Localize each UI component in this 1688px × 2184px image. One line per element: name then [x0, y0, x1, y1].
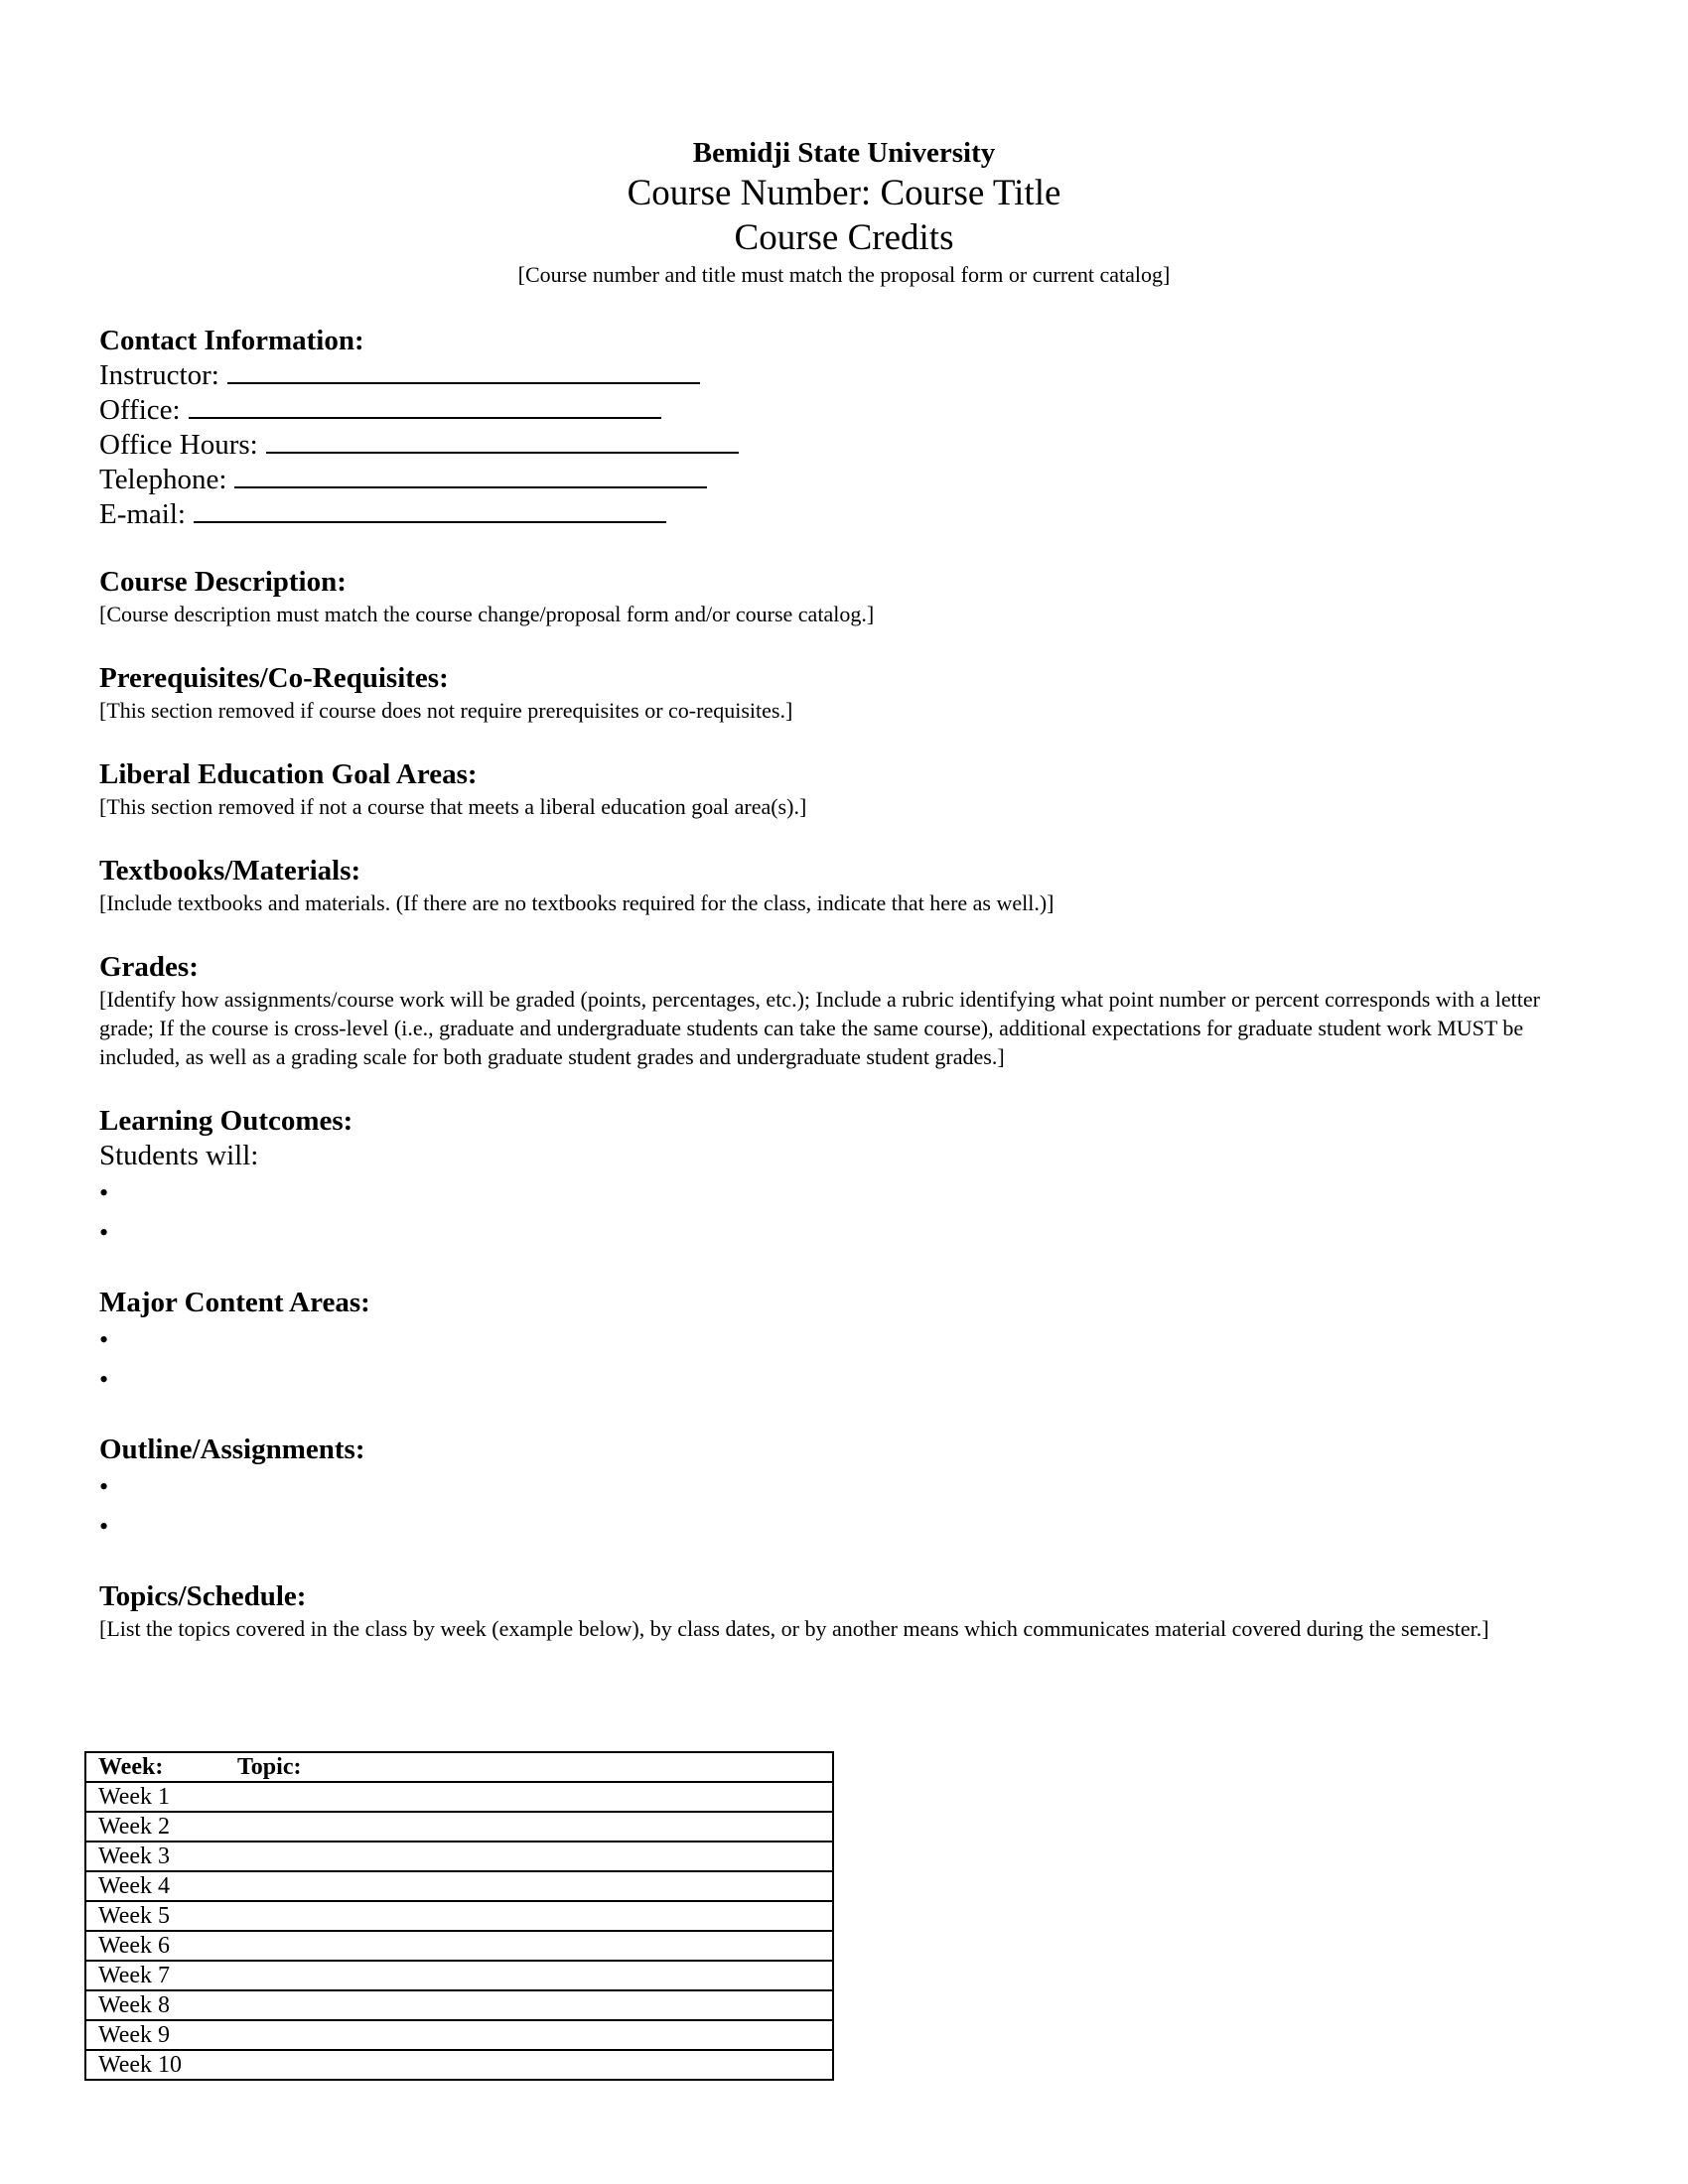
bullet-item	[99, 1507, 1589, 1547]
document-header	[0, 135, 1688, 290]
table-row	[85, 1842, 833, 1871]
contact-heading: Contact Information:	[99, 325, 364, 356]
email-blank[interactable]	[194, 497, 666, 523]
description-text: [Course description must match the course change/proposal form and/or course catalog.]	[99, 602, 875, 626]
table-row	[85, 1871, 833, 1901]
document-body	[99, 324, 1589, 1643]
telephone-blank[interactable]	[234, 463, 707, 488]
week-cell: Week 8	[85, 1990, 833, 2020]
office-blank[interactable]	[189, 393, 661, 419]
telephone-label: Telephone:	[99, 464, 227, 495]
instructor-field	[99, 358, 1589, 393]
learning-outcomes-list	[99, 1173, 1589, 1253]
university-name: Bemidji State University	[692, 137, 996, 169]
content-areas-list	[99, 1320, 1589, 1400]
schedule-header-row	[85, 1752, 833, 1782]
instructor-blank[interactable]	[227, 358, 700, 384]
week-cell: Week 1	[85, 1782, 833, 1812]
week-cell: Week 7	[85, 1961, 833, 1990]
textbooks-text: [Include textbooks and materials. (If there are no textbooks required for the class, indicate that here as well.)]	[99, 890, 1055, 915]
instructor-label: Instructor:	[99, 359, 219, 391]
course-title-line: Course Number: Course Title	[627, 173, 1061, 213]
week-cell: Week 4	[85, 1871, 833, 1901]
bullet-item	[99, 1360, 1589, 1400]
email-field	[99, 497, 1589, 532]
week-cell: Week 3	[85, 1842, 833, 1871]
contact-section	[99, 324, 1589, 532]
grades-section	[99, 950, 1589, 1071]
week-column-header: Week:	[98, 1754, 164, 1780]
grades-text: [Identify how assignments/course work will be graded (points, percentages, etc.); Include a rubric identifying what point number or percent corresponds with a letter grade; If the course is cross-level (i.e., graduate and undergraduate students can take the same course), additional expectations for graduate student work MUST be included, as well as a grading scale for both graduate student grades and undergraduate student grades.]	[99, 987, 1540, 1069]
week-cell: Week 10	[85, 2050, 833, 2080]
table-row	[85, 1931, 833, 1961]
learning-outcomes-section	[99, 1104, 1589, 1253]
week-cell: Week 5	[85, 1901, 833, 1931]
week-cell: Week 6	[85, 1931, 833, 1961]
office-hours-field	[99, 428, 1589, 463]
office-hours-label: Office Hours:	[99, 429, 258, 461]
bullet-item	[99, 1467, 1589, 1507]
outline-list	[99, 1467, 1589, 1547]
liberal-education-heading: Liberal Education Goal Areas:	[99, 758, 478, 790]
bullet-item	[99, 1213, 1589, 1253]
learning-outcomes-heading: Learning Outcomes:	[99, 1105, 353, 1137]
liberal-education-text: [This section removed if not a course that meets a liberal education goal area(s).]	[99, 794, 807, 819]
week-cell: Week 9	[85, 2020, 833, 2050]
bullet-item	[99, 1173, 1589, 1213]
table-row	[85, 1961, 833, 1990]
textbooks-section	[99, 854, 1589, 917]
header-note: [Course number and title must match the proposal form or current catalog]	[517, 262, 1171, 287]
topic-column-header: Topic:	[237, 1754, 302, 1780]
schedule-table	[84, 1751, 834, 2081]
content-areas-heading: Major Content Areas:	[99, 1287, 370, 1318]
topics-section	[99, 1579, 1589, 1643]
prerequisites-heading: Prerequisites/Co-Requisites:	[99, 662, 449, 694]
topics-text: [List the topics covered in the class by week (example below), by class dates, or by another means which communicates material covered during the semester.]	[99, 1616, 1489, 1641]
office-field	[99, 393, 1589, 428]
table-row	[85, 2020, 833, 2050]
learning-outcomes-intro: Students will:	[99, 1140, 259, 1171]
table-row	[85, 1901, 833, 1931]
table-row	[85, 1812, 833, 1842]
table-row	[85, 2050, 833, 2080]
schedule-header-cell	[85, 1752, 833, 1782]
email-label: E-mail:	[99, 498, 186, 530]
telephone-field	[99, 463, 1589, 497]
topics-heading: Topics/Schedule:	[99, 1580, 307, 1612]
liberal-education-section	[99, 757, 1589, 821]
week-cell: Week 2	[85, 1812, 833, 1842]
course-credits-line: Course Credits	[734, 217, 954, 258]
prerequisites-section	[99, 661, 1589, 725]
content-areas-section	[99, 1286, 1589, 1400]
office-hours-blank[interactable]	[266, 428, 739, 454]
outline-heading: Outline/Assignments:	[99, 1433, 365, 1465]
textbooks-heading: Textbooks/Materials:	[99, 855, 361, 887]
table-row	[85, 1990, 833, 2020]
description-heading: Course Description:	[99, 566, 347, 598]
grades-heading: Grades:	[99, 951, 199, 983]
description-section	[99, 565, 1589, 628]
office-label: Office:	[99, 394, 181, 426]
outline-section	[99, 1433, 1589, 1547]
table-row	[85, 1782, 833, 1812]
prerequisites-text: [This section removed if course does not require prerequisites or co-requisites.]	[99, 698, 793, 723]
bullet-item	[99, 1320, 1589, 1360]
